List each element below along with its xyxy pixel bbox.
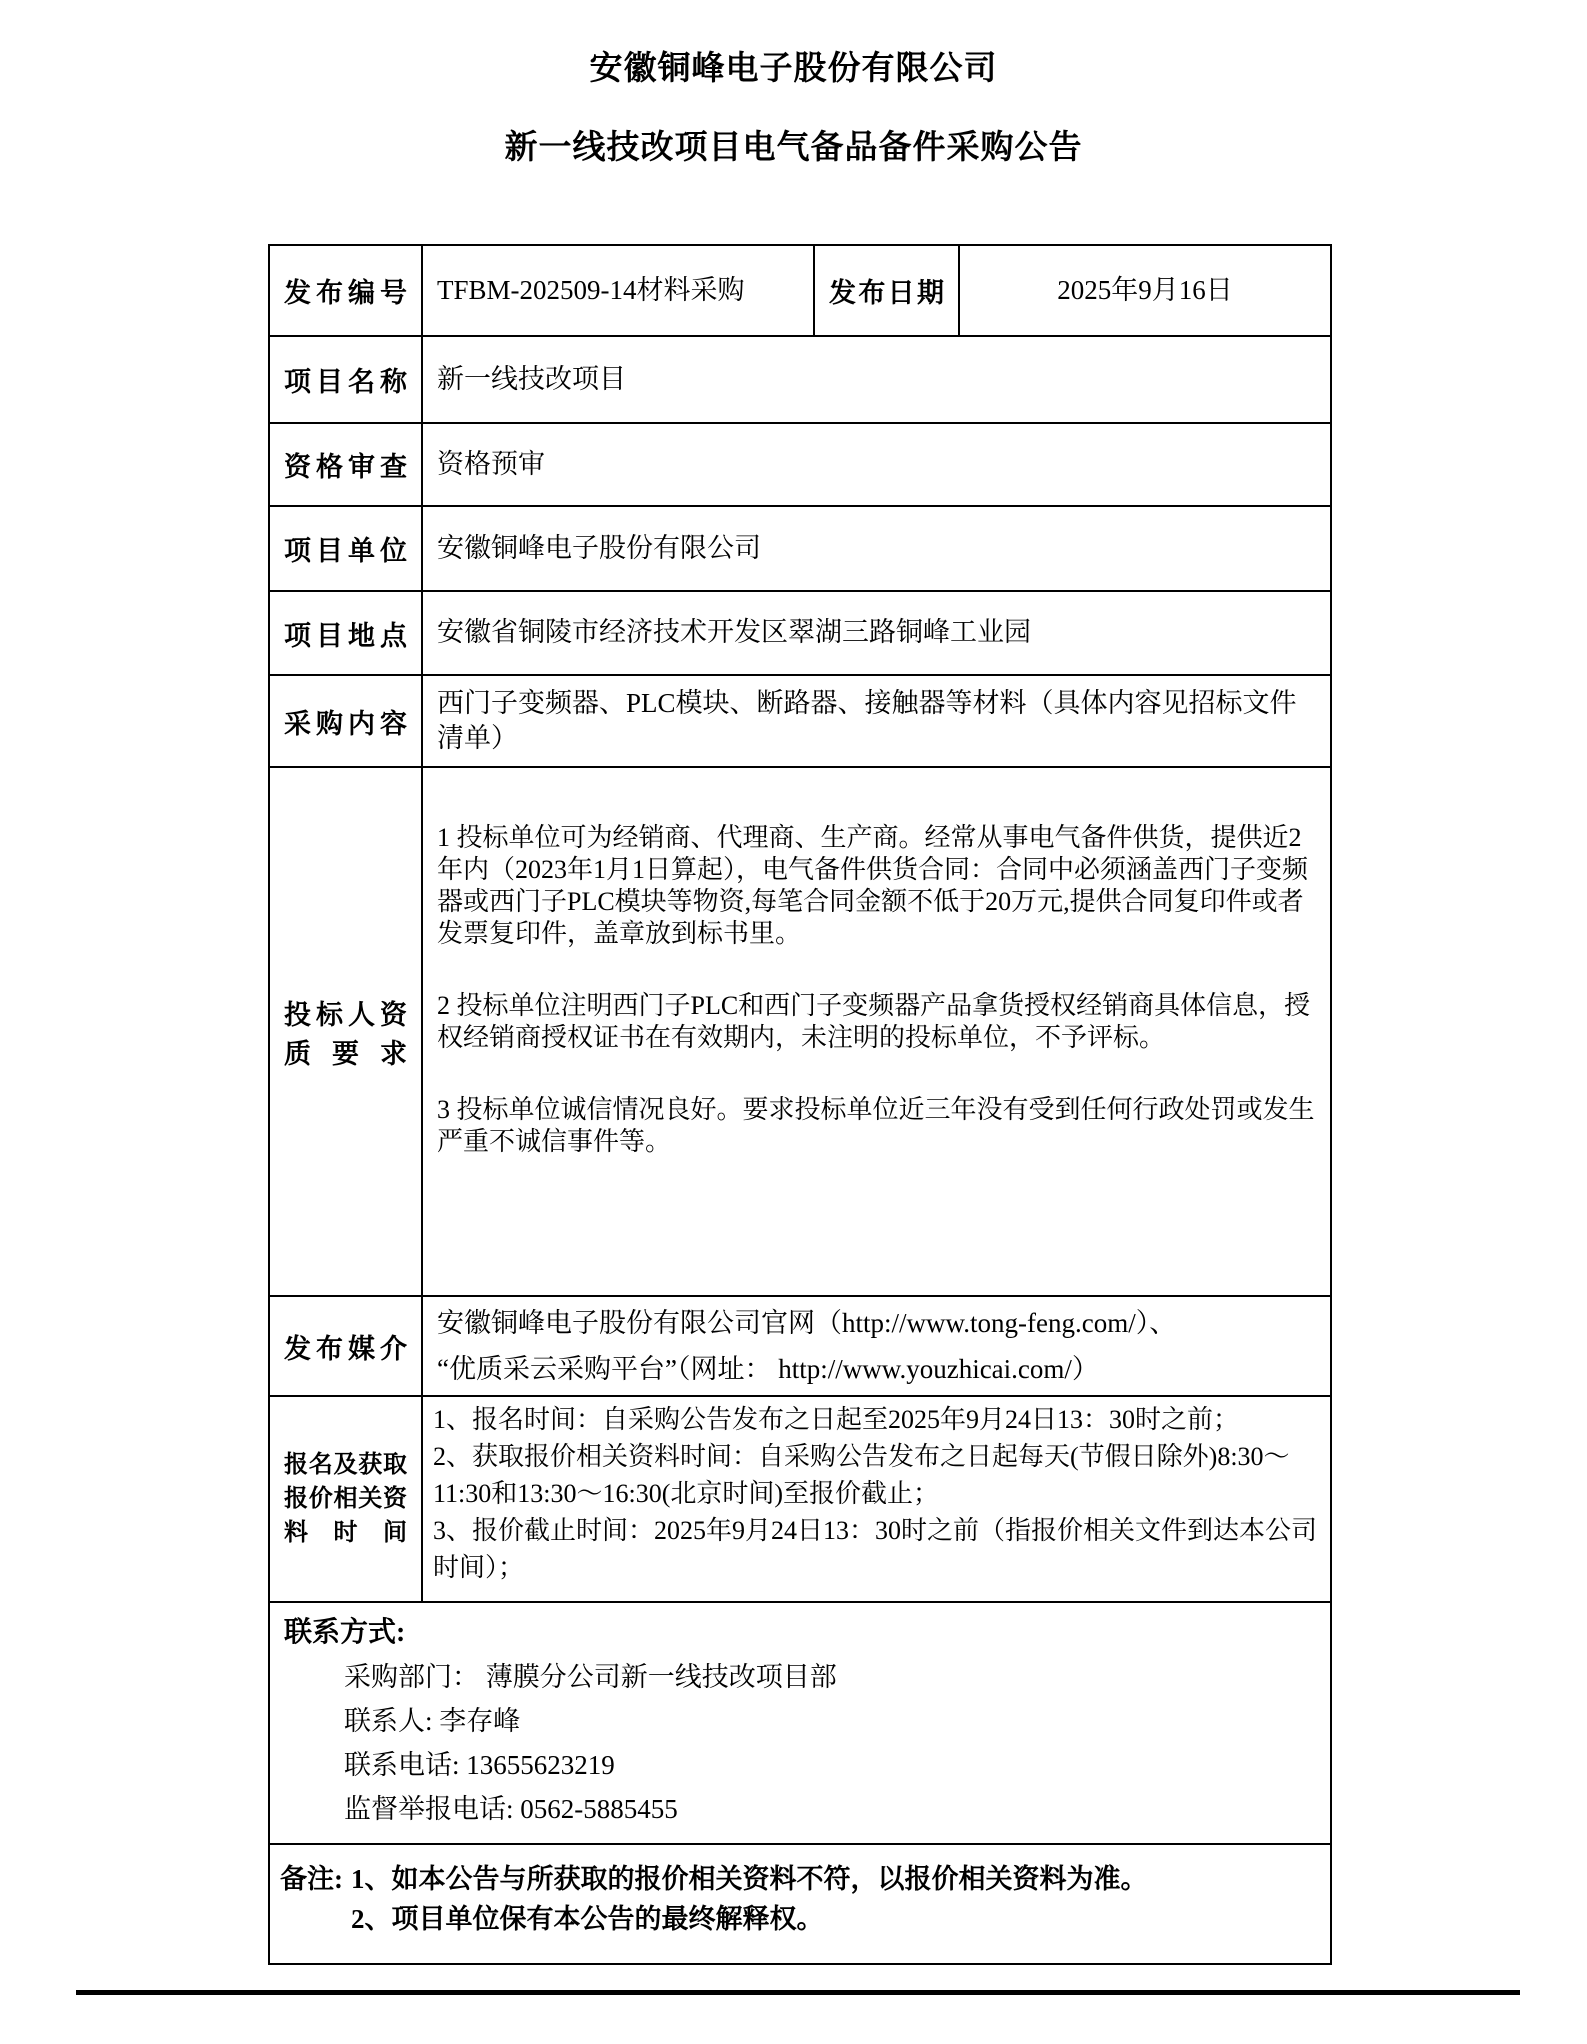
table-row [269, 423, 1331, 506]
announcement-title: 新一线技改项目电气备品备件采购公告 [504, 127, 1083, 166]
registration-time-label-line: 报名及获取 [284, 1452, 407, 1478]
bidder-qualification-label [269, 767, 422, 1296]
project-unit-value: 安徽铜峰电子股份有限公司 [422, 506, 1331, 591]
announcement-table [268, 244, 1332, 1965]
qualification-review-label: 资格审查 [269, 423, 422, 506]
bidder-qualification-label-line: 质要求 [284, 1038, 407, 1069]
publish-no-value: TFBM-202509-14材料采购 [422, 245, 814, 336]
table-row [269, 767, 1331, 1296]
contact-phone: 联系电话: 13655623219 [344, 1750, 615, 1780]
contact-department: 采购部门： 薄膜分公司新一线技改项目部 [344, 1662, 837, 1692]
remarks-body [351, 1859, 1148, 1939]
registration-time-label-line: 料时间 [284, 1520, 407, 1546]
registration-time-value [422, 1396, 1331, 1602]
project-name-value: 新一线技改项目 [422, 336, 1331, 423]
procurement-content-label: 采购内容 [269, 675, 422, 767]
publish-media-value [422, 1296, 1331, 1396]
table-row [269, 591, 1331, 675]
company-title: 安徽铜峰电子股份有限公司 [589, 48, 998, 87]
qualification-review-value: 资格预审 [422, 423, 1331, 506]
remarks-section [269, 1844, 1331, 1964]
table-row [269, 1844, 1331, 1964]
qualification-paragraph-2: 2 投标单位注明西门子PLC和西门子变频器产品拿货授权经销商具体信息，授权经销商授权证书在有效期内，未注明的投标单位，不予评标。 [437, 991, 1311, 1052]
remark-item-1: 1、如本公告与所获取的报价相关资料不符，以报价相关资料为准。 [351, 1864, 1148, 1894]
bidder-qualification-label-line: 投标人资 [284, 999, 407, 1030]
project-unit-label: 项目单位 [269, 506, 422, 591]
table-row [269, 506, 1331, 591]
bidder-qualification-value [422, 767, 1331, 1296]
publish-media-label: 发布媒介 [269, 1296, 422, 1396]
registration-time-label [269, 1396, 422, 1602]
registration-item-3: 3、报价截止时间：2025年9月24日13：30时之前（指报价相关文件到达本公司时间）； [433, 1516, 1318, 1582]
project-location-value: 安徽省铜陵市经济技术开发区翠湖三路铜峰工业园 [422, 591, 1331, 675]
project-name-label: 项目名称 [269, 336, 422, 423]
project-location-label: 项目地点 [269, 591, 422, 675]
table-row [269, 1602, 1331, 1844]
contact-section [269, 1602, 1331, 1844]
footer-divider-line [76, 1990, 1520, 1995]
table-row [269, 675, 1331, 767]
publish-media-line-1: 安徽铜峰电子股份有限公司官网（http://www.tong-feng.com/）、 [437, 1308, 1177, 1338]
contact-report-phone: 监督举报电话: 0562-5885455 [344, 1794, 678, 1824]
remarks-label: 备注: [280, 1864, 343, 1894]
registration-time-label-line: 报价相关资 [284, 1486, 407, 1512]
contact-heading: 联系方式: [284, 1617, 406, 1648]
procurement-content-value: 西门子变频器、PLC模块、断路器、接触器等材料（具体内容见招标文件清单） [422, 675, 1331, 767]
publish-date-value: 2025年9月16日 [959, 245, 1331, 336]
qualification-paragraph-1: 1 投标单位可为经销商、代理商、生产商。经常从事电气备件供货，提供近2年内（2023年1月1日算起），电气备件供货合同：合同中必须涵盖西门子变频器或西门子PLC模块等物资,每笔合同金额不低于20万元,提供合同复印件或者发票复印件，盖章放到标书里。 [437, 823, 1309, 948]
qualification-paragraph-3: 3 投标单位诚信情况良好。要求投标单位近三年没有受到任何行政处罚或发生严重不诚信事件等。 [437, 1095, 1315, 1156]
publish-media-line-2: “优质采云采购平台”（网址： http://www.youzhicai.com/） [437, 1354, 1099, 1384]
table-row [269, 1396, 1331, 1602]
table-row [269, 1296, 1331, 1396]
remark-item-2: 2、项目单位保有本公告的最终解释权。 [351, 1904, 824, 1934]
registration-item-1: 1、报名时间：自采购公告发布之日起至2025年9月24日13：30时之前； [433, 1405, 1240, 1434]
publish-date-label: 发布日期 [814, 245, 959, 336]
registration-item-2: 2、获取报价相关资料时间：自采购公告发布之日起每天(节假日除外)8:30～11:30和13:30～16:30(北京时间)至报价截止； [433, 1442, 1290, 1508]
contact-person: 联系人: 李存峰 [344, 1706, 521, 1736]
table-row [269, 336, 1331, 423]
publish-no-label: 发布编号 [269, 245, 422, 336]
table-row [269, 245, 1331, 336]
